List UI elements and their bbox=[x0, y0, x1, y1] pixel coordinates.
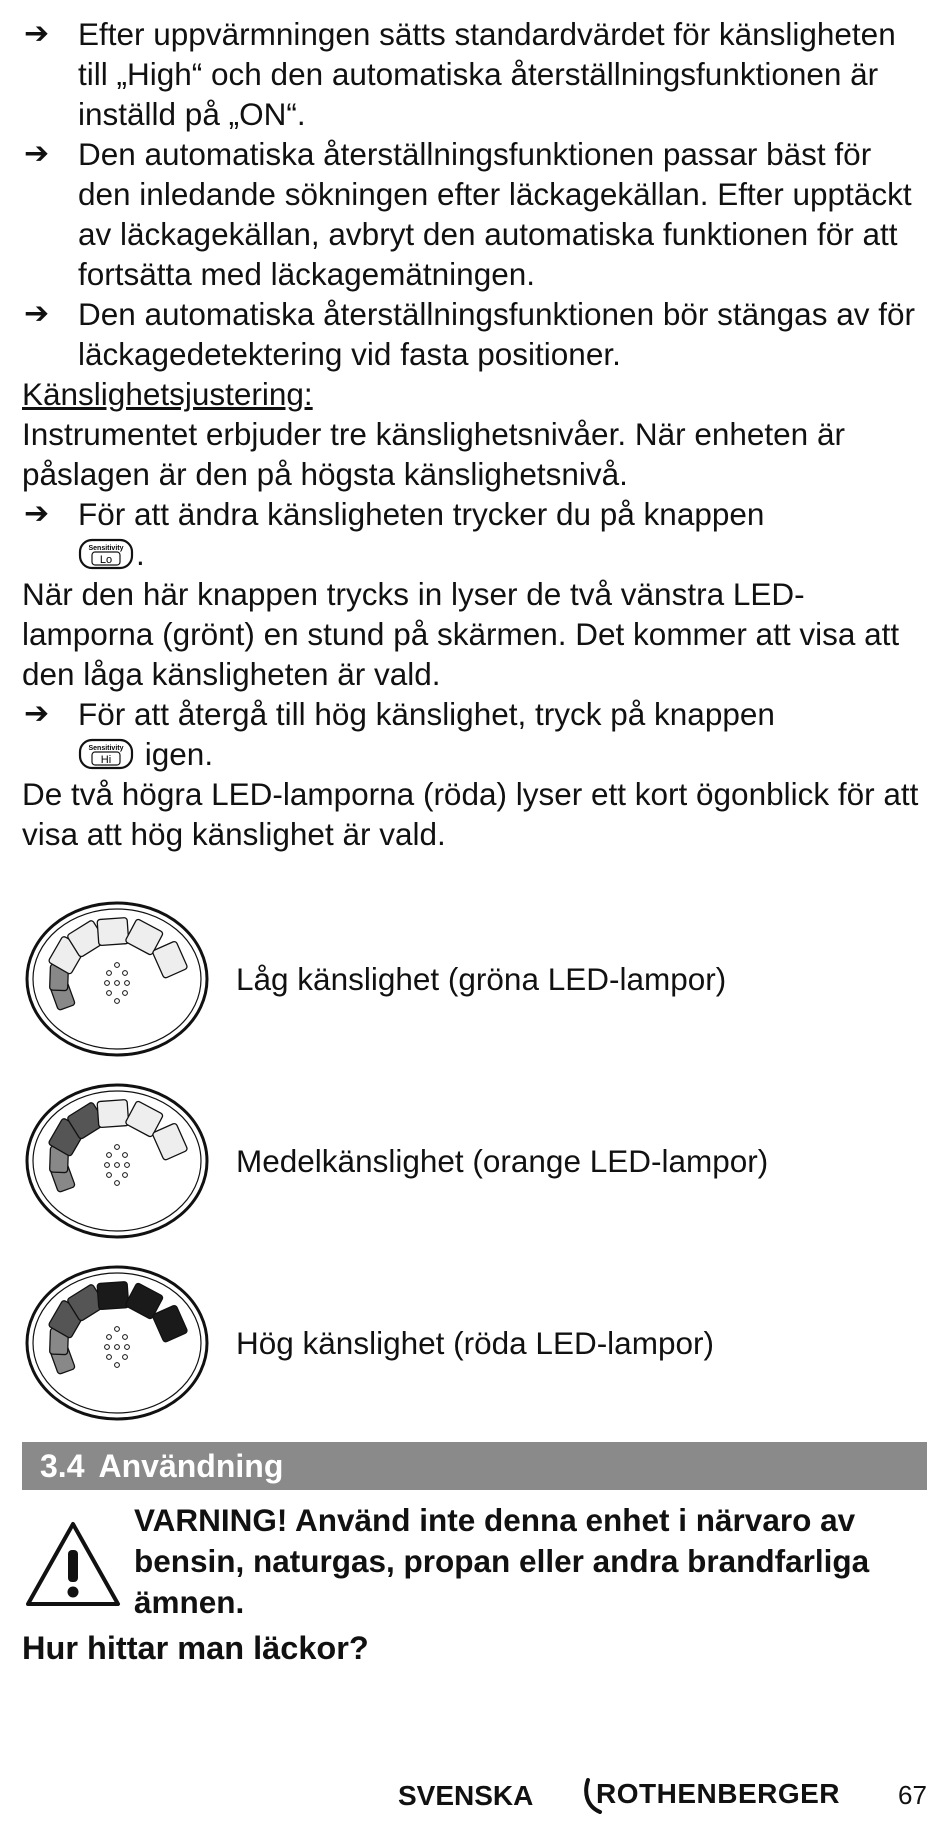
button-bottom-label: Lo bbox=[99, 553, 113, 566]
speaker-hole bbox=[115, 1181, 120, 1186]
speaker-hole bbox=[123, 1335, 128, 1340]
sensitivity-levels bbox=[22, 888, 927, 1434]
led-segment-on bbox=[97, 1282, 129, 1310]
level-medium-label: Medelkänslighet (orange LED-lampor) bbox=[236, 1142, 769, 1179]
level-medium bbox=[22, 1070, 927, 1252]
speaker-hole bbox=[115, 981, 120, 986]
led-segment-off bbox=[97, 1100, 129, 1128]
button-top-label: Sensitivity bbox=[88, 744, 124, 752]
section-title: Användning bbox=[98, 1448, 284, 1484]
rothenberger-logo-icon bbox=[582, 1778, 604, 1814]
button-bottom-label: Hi bbox=[100, 753, 112, 766]
step-hi bbox=[22, 694, 927, 774]
led-gauge-medium-icon bbox=[22, 1081, 212, 1241]
arrow-icon: ➔ bbox=[24, 17, 50, 50]
subheading-sensitivity: Känslighetsjustering: bbox=[22, 376, 313, 412]
footer-brand bbox=[596, 1778, 840, 1810]
brand-name: ROTHENBERGER bbox=[596, 1778, 841, 1809]
bullet-fixed-position bbox=[22, 294, 927, 374]
level-low-label: Låg känslighet (gröna LED-lampor) bbox=[236, 960, 727, 997]
level-low bbox=[22, 888, 927, 1070]
speaker-hole bbox=[115, 1145, 120, 1150]
speaker-hole bbox=[115, 1363, 120, 1368]
speaker-hole bbox=[115, 999, 120, 1004]
speaker-hole bbox=[123, 1355, 128, 1360]
arrow-icon: ➔ bbox=[24, 497, 50, 530]
sensitivity-lo-button-icon bbox=[78, 538, 134, 570]
speaker-hole bbox=[107, 991, 112, 996]
step-lo-suffix: . bbox=[136, 536, 145, 572]
speaker-hole bbox=[125, 1163, 130, 1168]
bullet-text: Den automatiska återställningsfunktionen bör stängas av för läckagedetektering vid fasta positioner. bbox=[78, 296, 915, 372]
warning-block bbox=[22, 1500, 927, 1623]
speaker-hole bbox=[107, 1355, 112, 1360]
bullet-auto-reset bbox=[22, 134, 927, 294]
speaker-hole bbox=[125, 981, 130, 986]
speaker-hole bbox=[115, 1163, 120, 1168]
warning-text: VARNING! Använd inte denna enhet i närvaro av bensin, naturgas, propan eller andra brandfarliga ämnen. bbox=[134, 1502, 870, 1620]
page-number: 67 bbox=[898, 1780, 927, 1810]
level-high-label: Hög känslighet (röda LED-lampor) bbox=[236, 1324, 714, 1361]
led-gauge-low-icon bbox=[22, 899, 212, 1059]
bullet-text: Den automatiska återställningsfunktionen passar bäst för den inledande sökningen efter läckagekällan. Efter upptäckt av läckagekällan, avbryt den automatiska funktionen för att fortsätta med läckagemätningen. bbox=[78, 136, 912, 292]
warning-triangle-icon bbox=[24, 1520, 122, 1608]
intro-paragraph: Instrumentet erbjuder tre känslighetsnivåer. När enheten är påslagen är den på högsta känslighetsnivå. bbox=[22, 416, 845, 492]
question-heading: Hur hittar man läckor? bbox=[22, 1630, 369, 1666]
speaker-hole bbox=[105, 981, 110, 986]
led-segment-off bbox=[97, 918, 129, 946]
led-gauge-high-icon bbox=[22, 1263, 212, 1423]
page-footer bbox=[0, 1776, 950, 1816]
sensitivity-hi-button-icon bbox=[78, 738, 134, 770]
speaker-hole bbox=[105, 1163, 110, 1168]
speaker-hole bbox=[107, 1153, 112, 1158]
step-hi-text: För att återgå till hög känslighet, tryck på knappen bbox=[78, 696, 775, 732]
section-header bbox=[22, 1442, 927, 1490]
speaker-hole bbox=[107, 1173, 112, 1178]
speaker-hole bbox=[123, 1173, 128, 1178]
hi-result-paragraph: De två högra LED-lamporna (röda) lyser ett kort ögonblick för att visa att hög känslighet är vald. bbox=[22, 776, 919, 852]
speaker-hole bbox=[115, 1345, 120, 1350]
arrow-icon: ➔ bbox=[24, 297, 50, 330]
step-lo-text: För att ändra känsligheten trycker du på knappen bbox=[78, 496, 765, 532]
button-top-label: Sensitivity bbox=[88, 544, 124, 552]
speaker-hole bbox=[115, 1327, 120, 1332]
level-high bbox=[22, 1252, 927, 1434]
speaker-hole bbox=[107, 971, 112, 976]
bullet-warmup bbox=[22, 14, 927, 134]
speaker-hole bbox=[105, 1345, 110, 1350]
speaker-hole bbox=[125, 1345, 130, 1350]
speaker-hole bbox=[123, 1153, 128, 1158]
lo-result-paragraph: När den här knappen trycks in lyser de två vänstra LED-lamporna (grönt) en stund på skärmen. Det kommer att visa att den låga känsligheten är vald. bbox=[22, 576, 900, 692]
speaker-hole bbox=[123, 991, 128, 996]
step-hi-suffix: igen. bbox=[144, 736, 214, 772]
footer-language: SVENSKA bbox=[398, 1780, 534, 1811]
step-lo bbox=[22, 494, 927, 574]
section-number: 3.4 bbox=[40, 1448, 85, 1484]
arrow-icon: ➔ bbox=[24, 697, 50, 730]
arrow-icon: ➔ bbox=[24, 137, 50, 170]
page-content bbox=[22, 14, 927, 1669]
speaker-hole bbox=[123, 971, 128, 976]
bullet-text: Efter uppvärmningen sätts standardvärdet för känsligheten till „High“ och den automatiska återställningsfunktionen är inställd på „ON“. bbox=[78, 16, 896, 132]
speaker-hole bbox=[107, 1335, 112, 1340]
speaker-hole bbox=[115, 963, 120, 968]
